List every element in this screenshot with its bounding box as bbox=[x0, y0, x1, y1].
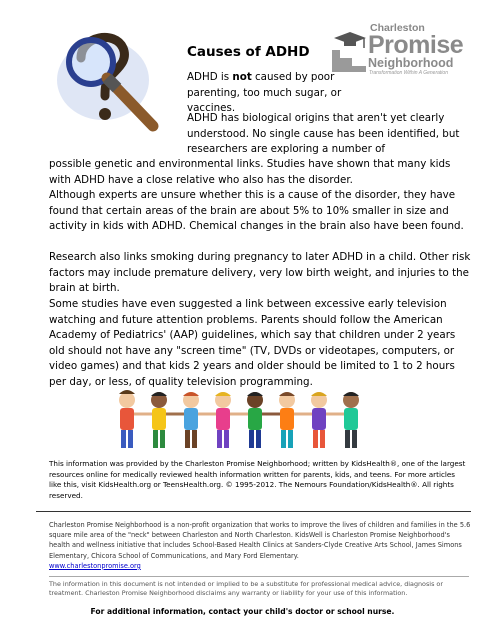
logo-main-text: Promise bbox=[368, 31, 464, 59]
children-holding-hands-clipart bbox=[113, 388, 375, 454]
divider bbox=[49, 576, 469, 577]
child-figure bbox=[311, 392, 327, 448]
question-mark-dot bbox=[99, 108, 111, 120]
logo-tagline: Transformation Within A Generation bbox=[369, 70, 448, 76]
kidshealth-credit: This information was provided by the Charleston Promise Neighborhood; written by KidsHealth®, one of the largest resources online for medically reviewed health information written for parents, kids, and teens. For more articles like this, visit KidsHealth.org or TeensHealth.org. © 1995-2012. The Nemours Foundation/KidsHealth®. All rights reserved. bbox=[49, 459, 466, 500]
magnifier-collar bbox=[107, 78, 117, 88]
p1-bold: not bbox=[232, 71, 252, 83]
child-figure bbox=[151, 392, 167, 448]
logo-top-text: Charleston bbox=[370, 22, 425, 34]
child-figure bbox=[215, 392, 231, 448]
p1-after: caused by poor parenting, too much sugar, or vaccines. bbox=[187, 71, 342, 115]
paragraph-screen-time: Some studies have even suggested a link between excessive early television watching and future attention problems. Parents should follow the American Academy of Pediatrics' (AAP) guidelines, which say that children under 2 years old should not have any "screen time" (TV, DVDs or videotapes, computers, or video games) and that kids 2 years and older should be limited to 1 to 2 hours per day, or less, of quality television programming. bbox=[49, 298, 456, 388]
disclaimer: The information in this document is not intended or implied to be a substitute for professional medical advice, diagnosis or treatment. Charleston Promise Neighborhood disclaims any warranty or liability for your use of this information. bbox=[49, 580, 443, 598]
paragraph-genetic-links: possible genetic and environmental links. Studies have shown that many kids with ADHD have a close relative who also has the disorder. bbox=[49, 158, 451, 186]
divider bbox=[36, 511, 471, 512]
paragraph-risk-factors: Research also links smoking during pregnancy to later ADHD in a child. Other risk factors may include premature delivery, very low birth weight, and injuries to the brain at birth. bbox=[49, 251, 471, 295]
about-text: Charleston Promise Neighborhood is a non-profit organization that works to improve the lives of children and families in the 5.6 square mile area of the "neck" between Charleston and North Charleston. KidsWell is Charleston Promise Neighborhood's health and wellness initiative that includes School-Based Health Clinics at Sanders-Clyde Creative Arts School, James Simons Elementary, Chicora School of Communications, and Mary Ford Elementary. bbox=[49, 521, 471, 560]
paragraph-brain-differences: Although experts are unsure whether this is a cause of the disorder, they have found that certain areas of the brain are about 5% to 10% smaller in size and activity in kids with ADHD. Chemical changes in the brain also have been found. bbox=[49, 189, 464, 233]
p1-before: ADHD is bbox=[187, 71, 233, 83]
about-organization bbox=[49, 520, 471, 571]
website-link[interactable]: www.charlestonpromise.org bbox=[49, 561, 141, 570]
footer-contact-note: For additional information, contact your child's doctor or school nurse. bbox=[90, 607, 395, 616]
child-figure bbox=[279, 392, 295, 448]
question-magnifier-clipart bbox=[53, 18, 168, 138]
page-title: Causes of ADHD bbox=[187, 44, 310, 60]
paragraph-biological-origins: ADHD has biological origins that aren't yet clearly understood. No single cause has been identified, but researchers are exploring a number of bbox=[187, 112, 460, 156]
child-figure bbox=[343, 392, 359, 448]
logo-sub-text: Neighborhood bbox=[368, 56, 454, 70]
child-figure bbox=[247, 392, 263, 448]
child-figure bbox=[183, 392, 199, 448]
child-figure bbox=[119, 390, 135, 448]
paragraph-not-caused bbox=[187, 70, 387, 117]
